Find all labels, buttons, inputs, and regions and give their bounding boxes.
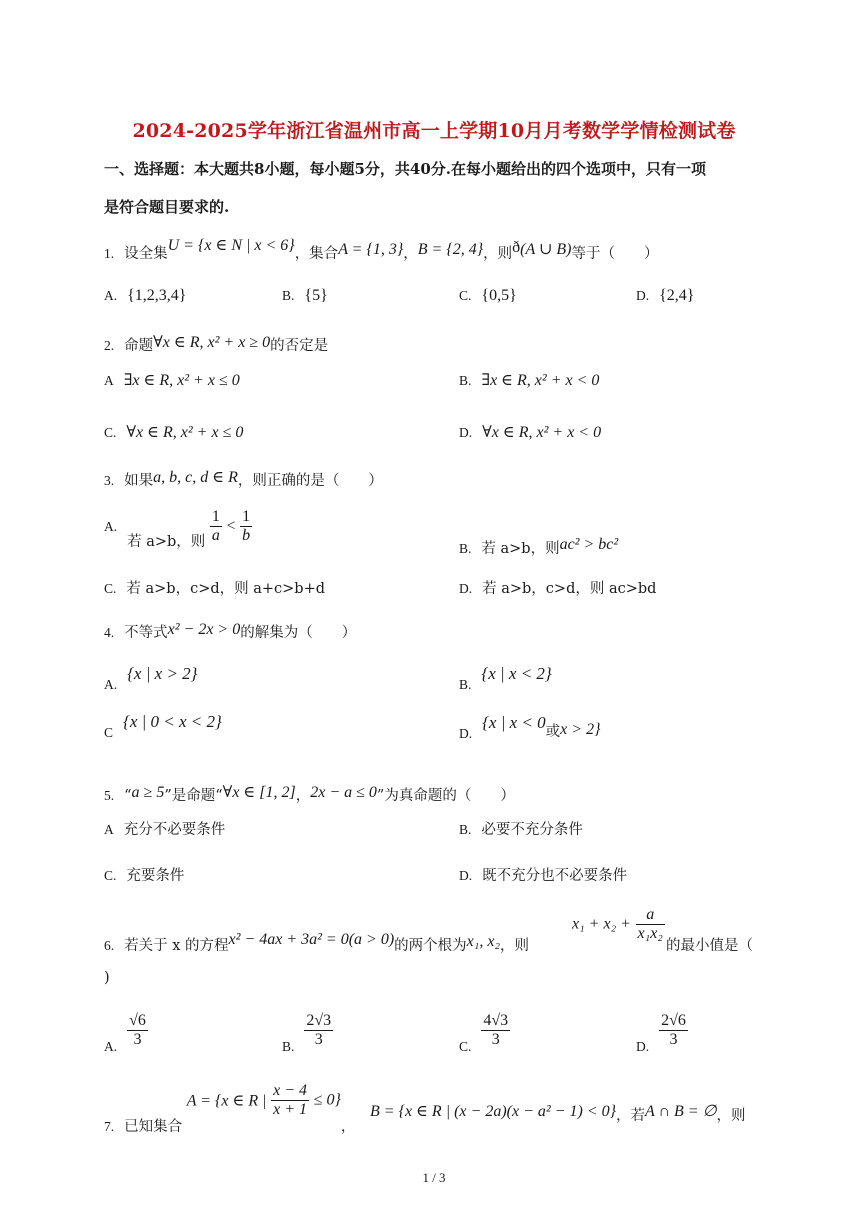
denominator: 3 (481, 1030, 510, 1049)
question-5 (104, 784, 515, 805)
math-expression: A = {x ∈ R | (186, 1092, 267, 1110)
denominator: b (242, 527, 251, 544)
question-6-expression (572, 906, 665, 943)
math-expression: x² − 4ax + 3a² = 0(a > 0) (228, 931, 395, 948)
section-heading-line1: 一、选择题：本大题共8小题，每小题5分，共40分.在每小题给出的四个选项中，只有一项 (104, 160, 706, 178)
numerator: 1 (242, 508, 251, 525)
math-expression: A ∩ B = ∅ (644, 1103, 717, 1120)
option-value: 既不充分也不必要条件 (482, 868, 628, 884)
option-label: D. (459, 726, 473, 741)
question-number: 6. (104, 938, 115, 953)
option-label: B. (459, 373, 472, 388)
question-4 (104, 621, 356, 642)
fraction (127, 1012, 148, 1049)
option-label: B. (282, 1038, 295, 1054)
option-label: D. (636, 1038, 650, 1054)
option-a (104, 287, 186, 305)
option-value: {1,2,3,4} (127, 287, 187, 304)
complement-symbol: ð (512, 239, 521, 256)
math-expression: ac² > bc² (559, 536, 619, 553)
question-text: ，集合 (294, 246, 339, 262)
option-value: {2,4} (659, 287, 695, 304)
question-text: 不等式 (124, 625, 168, 641)
option-label: A. (104, 288, 118, 303)
option-label: B. (459, 677, 472, 692)
option-b (282, 287, 328, 305)
fraction (659, 1012, 688, 1049)
question-text: 的两个根为 (394, 938, 467, 954)
numerator: 1 (211, 508, 220, 525)
option-text: 若 a>b，则 (127, 534, 206, 550)
question-7-cont (370, 1100, 746, 1124)
question-number: 7. (104, 1118, 115, 1134)
option-text: 或 (545, 724, 561, 740)
option-c (104, 422, 243, 442)
question-text: ，则 (483, 246, 513, 262)
denominator: 3 (659, 1030, 688, 1049)
option-value: 若 a>b，c>d，则 a+c>b+d (126, 581, 326, 597)
option-a (104, 1012, 148, 1054)
numerator: 4√3 (483, 1012, 509, 1029)
question-text: ， (403, 246, 418, 262)
option-c (104, 864, 184, 885)
math-expression: (A ∪ B) (520, 241, 572, 258)
option-d (636, 287, 694, 305)
question-number: 5. (104, 788, 115, 803)
math-expression: ≤ 0} (313, 1091, 341, 1109)
question-1 (104, 237, 659, 263)
math-expression: a ≥ 5 (131, 784, 165, 801)
option-value: 必要不充分条件 (481, 822, 583, 838)
question-number: 1. (104, 246, 115, 261)
math-expression: A = {1, 3} (338, 241, 404, 258)
question-text: ，若 (615, 1108, 645, 1124)
option-c (104, 577, 325, 598)
math-expression: U = {x ∈ N | x < 6} (167, 237, 295, 254)
math-expression: B = {2, 4} (417, 241, 484, 258)
option-label: C. (459, 288, 472, 303)
question-6-tail: 的最小值是（ (666, 938, 753, 954)
page-title: 2024-2025学年浙江省温州市高一上学期10月月考数学学情检测试卷 (132, 120, 736, 142)
question-text: 如果 (124, 473, 154, 489)
option-d (636, 1012, 688, 1054)
option-label: D. (459, 425, 473, 440)
question-number: 3. (104, 473, 115, 488)
option-b (459, 537, 618, 558)
option-label: A. (104, 1038, 118, 1054)
question-text: 已知集合 (124, 1118, 183, 1135)
option-c (459, 287, 517, 305)
question-text: ”为真命题的（ ） (376, 788, 515, 804)
numerator: a (646, 906, 655, 923)
math-expression: {x | x < 0 (482, 713, 546, 732)
question-text: ”是命题“ (164, 788, 223, 804)
option-value: {5} (304, 287, 328, 304)
denominator: x₁x₂ (637, 925, 663, 942)
math-expression: 2x − a ≤ 0 (310, 784, 377, 801)
fraction (481, 1012, 510, 1049)
section-heading-line2: 是符合题目要求的. (104, 198, 230, 216)
option-label: D. (459, 581, 473, 596)
option-d (459, 422, 601, 442)
numerator: 2√6 (661, 1012, 686, 1029)
option-label: C. (104, 425, 117, 440)
option-label: C. (104, 868, 117, 883)
option-d (459, 577, 656, 598)
question-7 (104, 1082, 356, 1135)
option-label: B. (459, 822, 472, 837)
option-label: A. (104, 677, 118, 692)
option-value: ∀x ∈ R, x² + x < 0 (482, 424, 602, 441)
question-text: ，则正确的是（ ） (237, 473, 383, 489)
option-d (459, 712, 601, 741)
math-expression: x₁, x₂ (466, 933, 500, 950)
math-expression: x² − 2x > 0 (167, 621, 241, 638)
question-2 (104, 334, 328, 355)
question-text: 设全集 (124, 246, 168, 262)
option-label: B. (459, 541, 472, 556)
fraction (271, 1082, 309, 1119)
denominator: 3 (127, 1030, 148, 1049)
option-a (104, 508, 252, 550)
question-number: 2. (104, 338, 115, 353)
numerator: x − 4 (273, 1082, 308, 1099)
question-text: 等于（ ） (571, 246, 659, 262)
denominator: 3 (304, 1030, 333, 1049)
math-expression: x₁ + x₂ + (572, 915, 631, 933)
math-expression: a, b, c, d ∈ R (153, 469, 238, 486)
option-label: C. (459, 1038, 472, 1054)
option-label: D. (636, 288, 650, 303)
math-expression: x > 2} (560, 721, 601, 738)
option-text: 若 a>b，则 (481, 541, 560, 557)
option-value: ∀x ∈ R, x² + x ≤ 0 (126, 424, 244, 441)
option-b (459, 370, 599, 390)
math-expression: ∀x ∈ [1, 2] (222, 784, 296, 801)
numerator: √6 (129, 1012, 146, 1029)
question-text: ，则 (716, 1108, 746, 1124)
option-value: {x | x > 2} (127, 664, 198, 683)
option-b (282, 1012, 333, 1054)
fraction (240, 508, 252, 545)
math-expression: B = {x ∈ R | (x − 2a)(x − a² − 1) < 0} (370, 1103, 616, 1120)
fraction (636, 906, 665, 943)
question-text: 若关于 x 的方程 (124, 938, 229, 954)
option-a (104, 818, 225, 839)
option-value: {x | 0 < x < 2} (123, 712, 222, 731)
option-value: ∃x ∈ R, x² + x ≤ 0 (123, 372, 240, 389)
question-number: 4. (104, 625, 115, 640)
option-label: A (104, 373, 114, 388)
denominator: a (211, 527, 220, 544)
question-6 (104, 904, 529, 954)
math-expression: ∀x ∈ R, x² + x ≥ 0 (153, 334, 271, 351)
option-a (104, 370, 240, 390)
option-value: {x | x < 2} (481, 664, 552, 683)
question-text: ， (340, 1118, 356, 1135)
numerator: 2√3 (306, 1012, 332, 1029)
option-c (459, 1012, 510, 1054)
question-3 (104, 469, 383, 490)
question-text: ，则 (500, 938, 529, 954)
option-c (104, 712, 222, 740)
option-label: A (104, 822, 114, 837)
option-b (459, 818, 583, 839)
fraction (304, 1012, 333, 1049)
option-value: {0,5} (481, 287, 517, 304)
fraction (210, 508, 222, 545)
option-a (104, 664, 198, 692)
question-text: 的否定是 (270, 338, 329, 354)
option-label: B. (282, 288, 295, 303)
question-text: 命题 (124, 338, 154, 354)
option-label: D. (459, 868, 473, 883)
option-value: 若 a>b，c>d，则 ac>bd (482, 581, 657, 597)
question-text: 的解集为（ ） (240, 625, 357, 641)
option-b (459, 664, 552, 692)
option-d (459, 864, 627, 885)
option-label: C (104, 725, 114, 740)
option-value: 充分不必要条件 (123, 822, 226, 838)
page-number: 1 / 3 (422, 1170, 446, 1185)
question-text: ， (295, 788, 311, 804)
denominator: x + 1 (273, 1101, 308, 1118)
math-operator: < (226, 517, 236, 535)
question-text: “ (124, 788, 132, 804)
option-label: C. (104, 581, 117, 596)
question-6-paren: ) (104, 970, 110, 986)
option-value: 充要条件 (126, 868, 185, 884)
option-label: A. (104, 518, 118, 534)
option-value: ∃x ∈ R, x² + x < 0 (481, 372, 600, 389)
